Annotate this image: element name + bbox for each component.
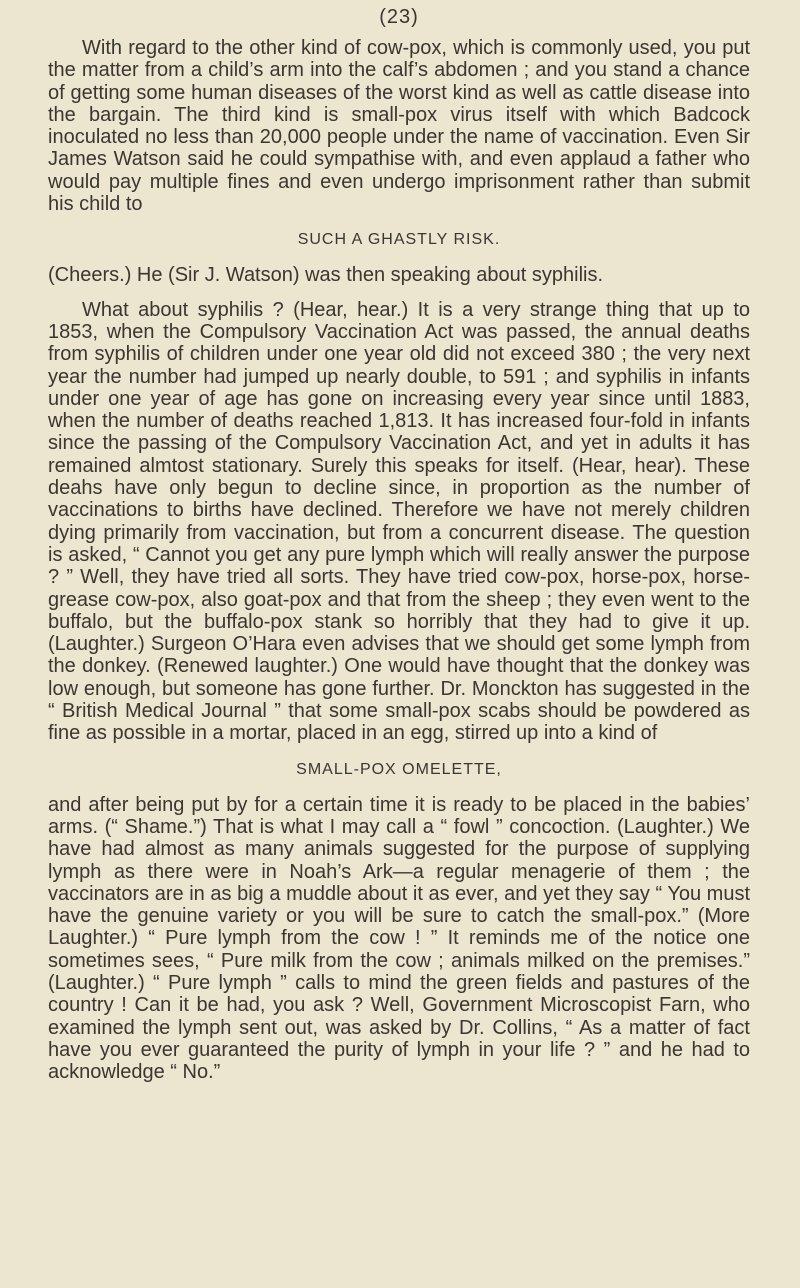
- paragraph-cowpox: With regard to the other kind of cow-pox, which is commonly used, you put the matter from a child’s arm into the calf’s abdomen ; and you stand a chance of getting some human diseases of the worst kind as well as cattle disease into the bargain. The third kind is small-pox virus itself with which Badcock inoculated no less than 20,000 people under the name of vaccination. Even Sir James Watson said he could sympathise with, and even applaud a father who would pay multiple fines and even undergo imprisonment rather than submit his child to: [48, 37, 750, 216]
- paragraph-syphilis: What about syphilis ? (Hear, hear.) It is a very strange thing that up to 1853, when the Compulsory Vaccination Act was passed, the annual deaths from syphilis of children under one year old did not exceed 380 ; the very next year the number had jumped up nearly double, to 591 ; and syphilis in infants under one year of age has gone on increasing every year since until 1883, when the number of deaths reached 1,813. It has increased four-fold in infants since the passing of the Compulsory Vaccination Act, and yet in adults it has remained almtost stationary. Surely this speaks for itself. (Hear, hear). These deahs have only begun to decline since, in proportion as the number of vaccinations to births have declined. Therefore we have not merely children dying primarily from vaccination, but from a concurrent disease. The question is asked, “ Cannot you get any pure lymph which will really answer the purpose ? ” Well, they have tried all sorts. They have tried cow-pox, horse-pox, horse-grease cow-pox, also goat-pox and that from the sheep ; they even went to the buffalo, but the buffalo-pox stank so horribly that they had to give it up. (Laughter.) Surgeon O’Hara even advises that we should get some lymph from the donkey. (Renewed laughter.) One would have thought that the donkey was low enough, but someone has gone further. Dr. Monckton has suggested in the “ British Medical Journal ” that some small-pox scabs should be powdered as fine as possible in a mortar, placed in an egg, stirred up into a kind of: [48, 298, 750, 745]
- page-number: (23): [379, 6, 419, 28]
- section-heading-ghastly-risk: SUCH A GHASTLY RISK.: [297, 231, 501, 249]
- paragraph-omelette: and after being put by for a certain time it is ready to be placed in the babies’ arms. (“ Shame.”) That is what I may call a “ fowl ” concoction. (Laughter.) We have had almost as many animals suggested for the purpose of supplying lymph as there were in Noah’s Ark—a regular menagerie of them ; the vaccinators are in as big a muddle about it as ever, and yet they say “ You must have the genuine variety or you will be sure to catch the small-pox.” (More Laughter.) “ Pure lymph from the cow ! ” It reminds me of the notice one sometimes sees, “ Pure milk from the cow ; animals milked on the premises.” (Laughter.) “ Pure lymph ” calls to mind the green fields and pastures of the country ! Can it be had, you ask ? Well, Government Microscopist Farn, who examined the lymph sent out, was asked by Dr. Collins, “ As a matter of fact have you ever guaranteed the purity of lymph in your life ? ” and he had to acknowledge “ No.”: [48, 793, 750, 1084]
- section-heading-omelette: SMALL-POX OMELETTE,: [296, 760, 502, 778]
- paragraph-cheers: (Cheers.) He (Sir J. Watson) was then speaking about syphilis.: [48, 264, 604, 287]
- paragraph-gap: [48, 287, 750, 299]
